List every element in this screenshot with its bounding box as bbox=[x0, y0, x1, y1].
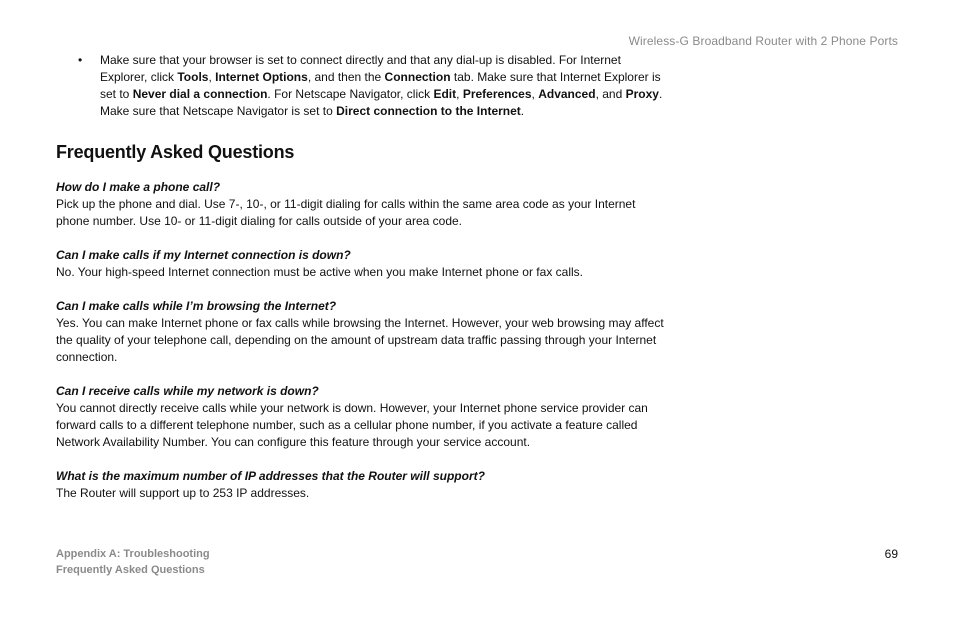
faq-item bbox=[56, 247, 666, 281]
faq-list bbox=[56, 179, 666, 502]
bold-ui-term: Direct connection to the Internet bbox=[336, 104, 521, 118]
bold-ui-term: Edit bbox=[433, 87, 457, 101]
bullet-icon: • bbox=[78, 53, 83, 67]
bold-ui-term: Proxy bbox=[625, 87, 659, 101]
bullet-text-segment: , and then the bbox=[307, 70, 385, 84]
browser-settings-bullet bbox=[56, 52, 666, 120]
faq-item bbox=[56, 298, 666, 366]
page-number: 69 bbox=[884, 547, 898, 561]
bullet-text-segment: tab. Make sure that Internet Explorer is set to bbox=[100, 70, 661, 101]
bold-ui-term: Preferences bbox=[462, 87, 532, 101]
bullet-text-segment: . bbox=[520, 104, 525, 118]
footer-breadcrumb bbox=[56, 546, 210, 578]
bullet-text-segment: , bbox=[531, 87, 539, 101]
faq-answer: Yes. You can make Internet phone or fax calls while browsing the Internet. However, your web browsing may affect the quality of your telephone call, depending on the amount of upstream data traffic passing through your Internet connection. bbox=[56, 316, 664, 364]
faq-answer: No. Your high-speed Internet connection must be active when you make Internet phone or fax calls. bbox=[56, 265, 583, 279]
faq-question: How do I make a phone call? bbox=[56, 180, 221, 194]
bullet-text-segment: . Make sure that Netscape Navigator is set to bbox=[100, 87, 663, 118]
bold-ui-term: Internet Options bbox=[215, 70, 308, 84]
faq-question: Can I make calls while I’m browsing the Internet? bbox=[56, 299, 337, 313]
running-header: Wireless-G Broadband Router with 2 Phone Ports bbox=[628, 34, 898, 48]
faq-answer: The Router will support up to 253 IP addresses. bbox=[56, 486, 310, 500]
footer-section: Frequently Asked Questions bbox=[56, 564, 205, 576]
bold-ui-term: Advanced bbox=[538, 87, 596, 101]
main-content bbox=[56, 52, 666, 519]
section-heading: Frequently Asked Questions bbox=[56, 142, 295, 162]
bullet-paragraph bbox=[100, 53, 662, 118]
bullet-text-segment: . For Netscape Navigator, click bbox=[267, 87, 434, 101]
faq-item bbox=[56, 468, 666, 502]
bold-ui-term: Never dial a connection bbox=[132, 87, 268, 101]
bold-ui-term: Connection bbox=[384, 70, 451, 84]
bold-ui-term: Tools bbox=[177, 70, 209, 84]
bullet-text-segment: , bbox=[456, 87, 463, 101]
faq-question: Can I receive calls while my network is down? bbox=[56, 384, 319, 398]
faq-question: What is the maximum number of IP addresses that the Router will support? bbox=[56, 469, 485, 483]
bullet-text-segment: , and bbox=[595, 87, 626, 101]
bullet-text-segment: , bbox=[208, 70, 216, 84]
faq-question: Can I make calls if my Internet connection is down? bbox=[56, 248, 351, 262]
bullet-text-segment: Make sure that your browser is set to connect directly and that any dial-up is disabled. For Internet Explorer, click bbox=[100, 53, 621, 84]
faq-item bbox=[56, 383, 666, 451]
footer-chapter: Appendix A: Troubleshooting bbox=[56, 548, 210, 560]
faq-answer: Pick up the phone and dial. Use 7-, 10-, or 11-digit dialing for calls within the same area code as your Internet phone number. Use 10- or 11-digit dialing for calls outside of your area code. bbox=[56, 197, 636, 228]
faq-item bbox=[56, 179, 666, 230]
faq-answer: You cannot directly receive calls while your network is down. However, your Internet phone service provider can forward calls to a different telephone number, such as a cellular phone number, if you activate a feature called Network Availability Number. You can configure this feature through your service account. bbox=[56, 401, 648, 449]
